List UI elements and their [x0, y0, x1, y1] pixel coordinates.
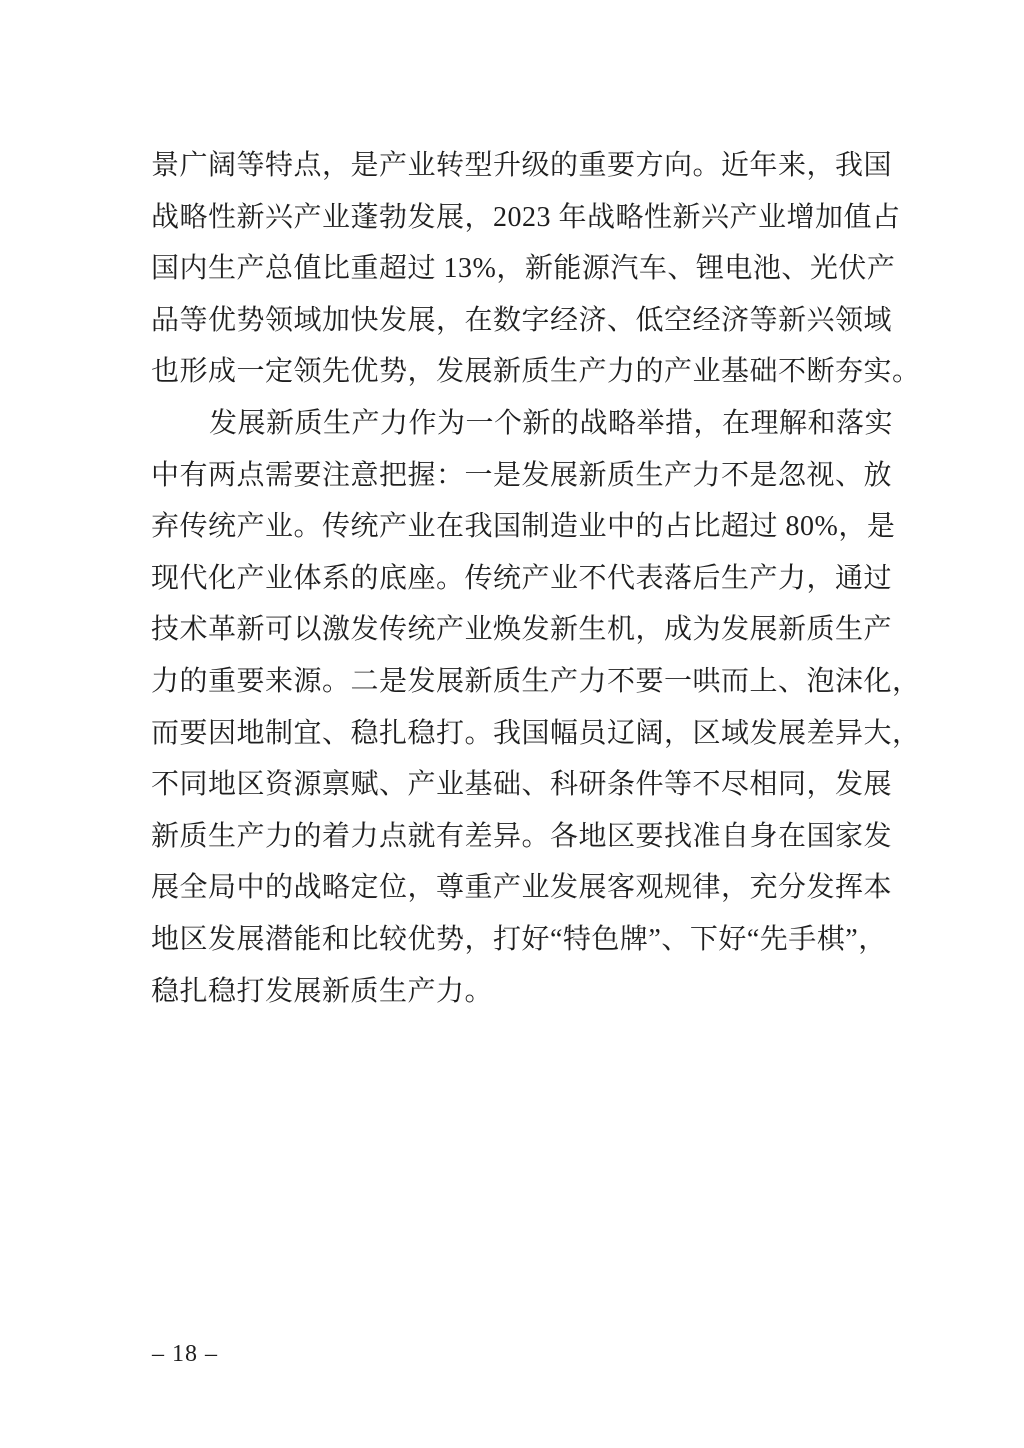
text-line: 弃传统产业。传统产业在我国制造业中的占比超过 80%，是 [151, 511, 896, 543]
text-line: 景广阔等特点，是产业转型升级的重要方向。近年来，我国 [151, 150, 893, 181]
paragraph-continuation [151, 140, 921, 398]
text-line: 不同地区资源禀赋、产业基础、科研条件等不尽相同，发展 [151, 769, 893, 801]
text-line: 技术革新可以激发传统产业焕发新生机，成为发展新质生产 [151, 614, 893, 646]
body-text [151, 140, 921, 1017]
text-line: 稳扎稳打发展新质生产力。 [151, 975, 494, 1007]
text-line: 展全局中的战略定位，尊重产业发展客观规律，充分发挥本 [151, 872, 893, 904]
text-line: 而要因地制宜、稳扎稳打。我国幅员辽阔，区域发展差异大， [151, 717, 921, 749]
paragraph [151, 398, 921, 1017]
text-line: 国内生产总值比重超过 13%，新能源汽车、锂电池、光伏产 [151, 253, 896, 285]
page-number: – 18 – [152, 1341, 218, 1367]
text-line: 也形成一定领先优势，发展新质生产力的产业基础不断夯实。 [151, 356, 921, 388]
text-line: 新质生产力的着力点就有差异。各地区要找准自身在国家发 [151, 820, 893, 852]
text-line: 现代化产业体系的底座。传统产业不代表落后生产力，通过 [151, 562, 893, 594]
text-line: 战略性新兴产业蓬勃发展，2023 年战略性新兴产业增加值占 [151, 201, 901, 233]
text-line: 力的重要来源。二是发展新质生产力不要一哄而上、泡沫化， [151, 665, 921, 697]
text-line: 地区发展潜能和比较优势，打好“特色牌”、下好“先手棋”， [151, 923, 887, 955]
text-line: 品等优势领域加快发展，在数字经济、低空经济等新兴领域 [151, 304, 893, 336]
text-line: 中有两点需要注意把握：一是发展新质生产力不是忽视、放 [151, 459, 893, 491]
text-line: 发展新质生产力作为一个新的战略举措，在理解和落实 [209, 407, 894, 439]
